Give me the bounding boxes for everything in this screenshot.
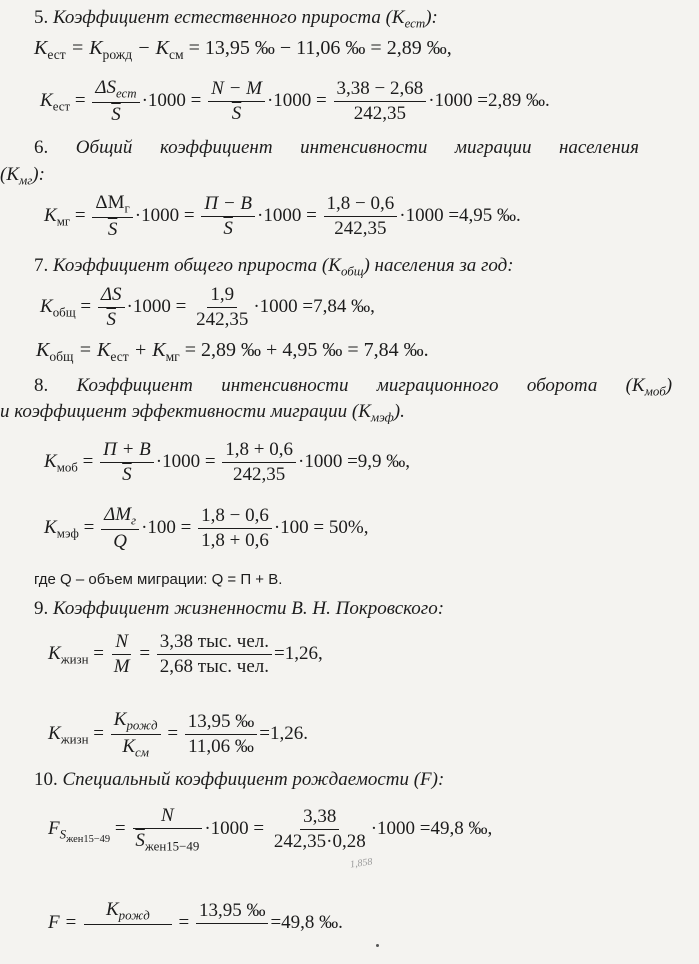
denominator: S: [111, 104, 121, 126]
numerator: 1,8 − 0,6: [198, 506, 272, 529]
fraction: [98, 285, 125, 330]
formula-8-1: $K_{моб}$ = $\frac{П + В}{S}$ ·1000 = $\frac{1,8 + 0,6}{242,35}$ ·1000 =9,9 ‰,: [44, 439, 411, 485]
result: ·1000 =2,89 ‰.: [428, 89, 550, 111]
result: =49,8 ‰.: [270, 911, 343, 933]
result: ·100 = 50%,: [273, 516, 369, 538]
denominator: 242,35: [233, 463, 286, 485]
result: ·1000 =9,9 ‰,: [298, 450, 411, 472]
var: K: [48, 722, 61, 744]
fraction: [198, 506, 272, 551]
pencil-annotation: 1,858: [349, 856, 374, 871]
formula-9-1: $K_{жизн}$ = $\frac{N}{M}$ = $\frac{\text{3,38 тыс. чел.}}{\text{2,68 тыс. чел.}}$ =1,26,: [48, 631, 323, 677]
section-5-heading: [34, 8, 438, 30]
denominator: 2,68 тыс. чел.: [159, 655, 270, 677]
denominator: 11,06 ‰: [188, 736, 254, 758]
fraction: [84, 900, 172, 947]
formula-9-2: $K_{жизн}$ = $\frac{K_{рожд}}{K_{см}}$ = $\frac{13,95 ‰}{11,06 ‰}$ =1,26.: [48, 709, 308, 760]
section-number: 5.: [34, 7, 49, 28]
formula-7-2: [36, 340, 429, 363]
var: K: [44, 516, 57, 538]
expr: = 2,89 ‰ + 4,95 ‰ = 7,84 ‰.: [179, 339, 429, 361]
numerator: ΔS: [98, 285, 125, 308]
subscript: ест: [110, 348, 129, 364]
section-title: Коэффициент интенсивности миграционного оборота (K: [76, 375, 645, 396]
fraction: [271, 807, 369, 852]
expr: = K: [73, 339, 111, 361]
section-number: 9.: [34, 598, 49, 619]
subscript: мг: [19, 172, 33, 188]
section-number: 7.: [34, 255, 49, 276]
operator: ·1000 =: [204, 817, 265, 839]
formula-6: $K_{мг}$ = $\frac{\Delta M_г}{S}$ ·1000 = $\frac{П - В}{S}$ ·1000 = $\frac{1,8 - 0,6}{242,35}$ ·1000 =4,95 ‰.: [44, 192, 521, 241]
var: K: [34, 37, 48, 59]
result: =1,26.: [259, 722, 308, 744]
subscript: мэф: [370, 409, 394, 425]
subscript: ест: [115, 85, 137, 101]
expr: = K: [65, 37, 103, 59]
formula-5-2: $K_{ест}$ = $\frac{\Delta S_{ест}}{S}$ ·1000 = $\frac{N - M}{S}$ ·1000 = $\frac{3,38 - 2,68}{242,35}$ ·1000 =2,89 ‰.: [40, 77, 550, 126]
numerator: ΔS: [95, 77, 116, 98]
var: K: [40, 295, 53, 317]
fraction: [100, 440, 154, 485]
section-title: Коэффициент общего прироста (K: [53, 255, 341, 276]
fraction: [196, 901, 269, 946]
formula-5-1: [34, 38, 452, 61]
numerator: N: [133, 806, 202, 829]
var: K: [40, 89, 53, 111]
speck: [376, 944, 379, 947]
subscript: г: [131, 512, 137, 528]
fraction: [157, 632, 272, 677]
subscript: общ: [52, 304, 76, 320]
subscript: мэф: [56, 525, 79, 541]
section-title: Коэффициент жизненности В. Н. Покровского:: [53, 598, 445, 619]
subscript: мг: [56, 213, 71, 229]
operator: ·1000 =: [126, 295, 187, 317]
subscript: рожд: [118, 907, 150, 923]
denominator: M: [113, 655, 130, 677]
fraction: [111, 632, 133, 677]
denominator: K: [122, 736, 136, 758]
section-9-heading: [34, 599, 444, 618]
expr: = 13,95 ‰ − 11,06 ‰ = 2,89 ‰,: [183, 37, 452, 59]
formula-10-2: F = $K_{рожд}$ = 13,95 ‰ =49,8 ‰.: [48, 900, 343, 947]
section-title: Коэффициент естественного прироста (K: [53, 7, 405, 28]
subscript: г: [124, 200, 130, 216]
var: K: [44, 450, 57, 472]
fraction: [92, 193, 132, 240]
title-end: ): [665, 375, 673, 396]
fraction: [111, 710, 161, 759]
result: ·1000 =7,84 ‰,: [253, 295, 375, 317]
denominator: S: [107, 219, 118, 241]
formula-10-1: $F_{Sжен15-49}$ = $\frac{N}{\overline{S}_{жен15-49}}$ ·1000 = $\frac{3,38}{242,35\cdot 0,28}$ ·1000 =49,8 ‰,: [48, 805, 493, 854]
operator: ·100 =: [141, 516, 192, 538]
subscript: S: [59, 826, 67, 842]
section-6-heading-cont: [0, 165, 45, 187]
numerator: K: [113, 709, 127, 730]
result: ·1000 =4,95 ‰.: [399, 204, 521, 226]
subscript: рожд: [126, 717, 158, 733]
section-8-heading: [34, 376, 672, 398]
subscript: моб: [56, 459, 78, 475]
subscript: ест: [52, 98, 71, 114]
denominator: S: [231, 103, 242, 124]
subscript: см: [135, 744, 149, 760]
numerator: ΔM: [95, 192, 125, 213]
fraction: [208, 79, 265, 124]
fraction: [334, 79, 427, 124]
section-title: и коэффициент эффективности миграции (K: [0, 401, 371, 422]
section-number: 6.: [34, 137, 49, 158]
section-title: Специальный коэффициент рождаемости (F):: [62, 769, 445, 790]
subscript: жен15−49: [144, 838, 200, 854]
section-number: 10.: [34, 769, 58, 790]
operator: ·1000 =: [141, 89, 202, 111]
var: K: [48, 642, 61, 664]
formula-7-1: $K_{общ}$ = $\frac{\Delta S}{S}$ ·1000 = $\frac{1,9}{242,35}$ ·1000 =7,84 ‰,: [40, 284, 375, 330]
fraction: [101, 505, 139, 552]
expr: − K: [132, 37, 169, 59]
numerator: N − M: [208, 79, 265, 102]
numerator: П − В: [201, 194, 255, 217]
numerator: П + В: [100, 440, 154, 463]
formula-8-2: $K_{мэф}$ = $\frac{\Delta M_г}{Q}$ ·100 = $\frac{1,8 - 0,6}{1,8 + 0,6}$ ·100 = 50%,: [44, 504, 369, 553]
denominator: S: [223, 218, 233, 239]
fraction: [132, 806, 202, 853]
subscript: жен15−49: [66, 834, 111, 846]
section-7-heading: [34, 256, 514, 278]
var: F: [48, 817, 60, 839]
numerator: 1,9: [207, 285, 237, 308]
title-close: ):: [32, 164, 45, 185]
subscript: ест: [404, 15, 426, 31]
numerator: 13,95 ‰: [196, 901, 269, 924]
section-10-heading: [34, 770, 444, 789]
fraction: [92, 78, 139, 125]
section-6-heading: [34, 138, 639, 157]
numerator: K: [105, 899, 119, 920]
section-title: Общий коэффициент интенсивности миграции населения: [75, 137, 639, 158]
subscript: общ: [49, 348, 74, 364]
expr: + K: [128, 339, 166, 361]
var: F =: [48, 911, 78, 933]
denominator: 242,35: [196, 308, 249, 330]
subscript: см: [168, 46, 184, 62]
title-end: ):: [425, 7, 438, 28]
result: ·1000 =49,8 ‰,: [370, 817, 493, 839]
operator: ·1000 =: [134, 204, 195, 226]
numerator: 13,95 ‰: [185, 712, 258, 735]
subscript: мг: [165, 348, 180, 364]
migration-volume-note: где Q – объем миграции: Q = П + В.: [34, 571, 283, 588]
denominator: 242,35·0,28: [273, 831, 366, 852]
numerator: ΔM: [104, 504, 132, 525]
subscript: общ: [340, 263, 364, 279]
operator: ·1000 =: [155, 450, 216, 472]
numerator: 3,38: [300, 807, 339, 830]
fraction: [324, 194, 398, 239]
subscript: рожд: [102, 46, 133, 62]
operator: ·1000 =: [257, 204, 317, 226]
numerator: 3,38 тыс. чел.: [157, 632, 272, 655]
denominator: 242,35: [353, 103, 406, 124]
denominator: S: [122, 463, 132, 485]
subscript: ест: [47, 46, 66, 62]
fraction: [193, 285, 251, 330]
numerator: N: [112, 632, 131, 655]
numerator: 1,8 − 0,6: [324, 194, 398, 217]
fraction: [201, 194, 255, 239]
result: =1,26,: [274, 642, 323, 664]
denominator: $\overline{S}$: [135, 829, 145, 851]
numerator: 1,8 + 0,6: [222, 440, 296, 463]
denominator: Q: [113, 531, 127, 553]
operator: ·1000 =: [266, 89, 327, 111]
denominator: S: [106, 308, 116, 330]
var: K: [36, 339, 50, 361]
section-number: 8.: [34, 375, 49, 396]
title-open: (K: [0, 164, 19, 185]
section-8-heading-cont: [0, 402, 405, 424]
title-end: ) населения за год:: [363, 255, 514, 276]
denominator: 1,8 + 0,6: [201, 530, 269, 551]
subscript: моб: [644, 383, 666, 399]
title-end: ).: [393, 401, 405, 422]
var: K: [44, 204, 57, 226]
fraction: [222, 440, 296, 485]
numerator: 3,38 − 2,68: [334, 79, 427, 102]
denominator: 242,35: [334, 218, 387, 239]
subscript: жизн: [60, 651, 89, 667]
subscript: жизн: [60, 731, 89, 747]
fraction: [185, 712, 258, 757]
